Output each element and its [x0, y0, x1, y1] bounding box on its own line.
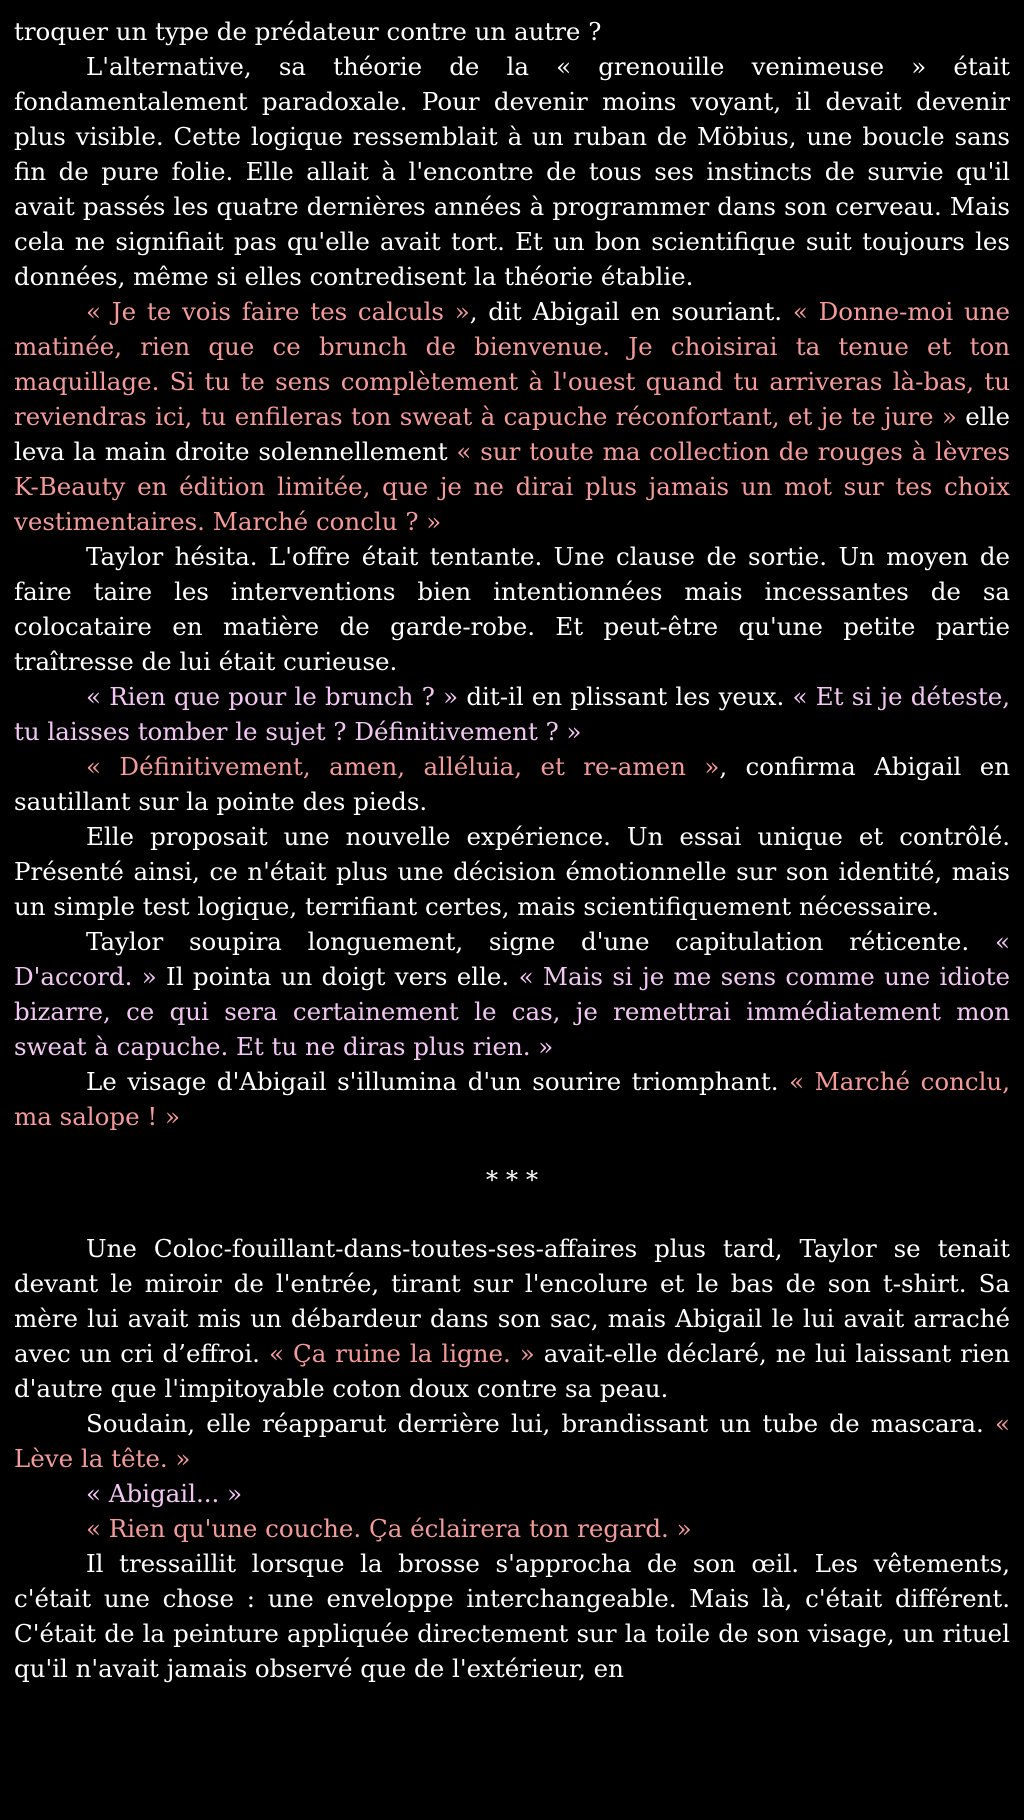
story-paragraph: [14, 679, 1010, 749]
story-paragraph: [14, 14, 1010, 49]
narration-text: , confirma Abigail en sautillant sur la pointe des pieds.: [14, 752, 1010, 816]
narration-text: L'alternative, sa théorie de la « grenouille venimeuse » était fondamentalement paradoxale. Pour devenir moins voyant, il devait devenir plus visible. Cette logique ressemblait à un ruban de Möbius, une boucle sans fin de pure folie. Elle allait à l'encontre de tous ses instincts de survie qu'il avait passés les quatre dernières années à programmer dans son cerveau. Mais cela ne signifiait pas qu'elle avait tort. Et un bon scientifique suit toujours les données, même si elles contredisent la théorie établie.: [14, 52, 1010, 291]
narration-text: Elle proposait une nouvelle expérience. Un essai unique et contrôlé. Présenté ainsi, ce n'était plus une décision émotionnelle sur son identité, mais un simple test logique, terrifiant certes, mais scientifiquement nécessaire.: [14, 822, 1010, 921]
story-paragraph: [14, 1231, 1010, 1406]
dialogue-abigail: « Marché conclu, ma salope ! »: [14, 1067, 1010, 1131]
narration-text: Il tressaillit lorsque la brosse s'approcha de son œil. Les vêtements, c'était une chose : une enveloppe interchangeable. Mais là, c'était différent. C'était de la peinture appliquée directement sur la toile de son visage, un rituel qu'il n'avait jamais observé que de l'extérieur, en: [14, 1549, 1010, 1683]
story-paragraph: [14, 1406, 1010, 1476]
story-paragraph: [14, 749, 1010, 819]
narration-text: avait-elle déclaré, ne lui laissant rien d'autre que l'impitoyable coton doux contre sa peau.: [14, 1339, 1010, 1403]
story-paragraph: [14, 294, 1010, 539]
narration-text: Le visage d'Abigail s'illumina d'un sourire triomphant.: [86, 1067, 790, 1096]
story-paragraph: [14, 1511, 1010, 1546]
story-paragraph: [14, 1476, 1010, 1511]
story-paragraph: [14, 49, 1010, 294]
dialogue-abigail: « Rien qu'une couche. Ça éclairera ton regard. »: [86, 1514, 692, 1543]
dialogue-abigail: « Donne-moi une matinée, rien que ce brunch de bienvenue. Je choisirai ta tenue et ton maquillage. Si tu te sens complètement à l'ouest quand tu arriveras là-bas, tu reviendras ici, tu enfileras ton sweat à capuche réconfortant, et je te jure »: [14, 297, 1011, 431]
narration-text: , dit Abigail en souriant.: [469, 297, 793, 326]
narration-text: elle leva la main droite solennellement: [14, 402, 1010, 466]
dialogue-abigail: « Lève la tête. »: [14, 1409, 1010, 1473]
dialogue-taylor: « D'accord. »: [14, 927, 1010, 991]
narration-text: dit-il en plissant les yeux.: [458, 682, 793, 711]
narration-text: Soudain, elle réapparut derrière lui, brandissant un tube de mascara.: [86, 1409, 995, 1438]
dialogue-abigail: « Je te vois faire tes calculs »: [86, 297, 470, 326]
story-paragraph: [14, 819, 1010, 924]
narration-text: Taylor soupira longuement, signe d'une capitulation réticente.: [86, 927, 995, 956]
dialogue-taylor: « Et si je déteste, tu laisses tomber le sujet ? Définitivement ? »: [14, 682, 1010, 746]
narration-text: * * *: [485, 1165, 539, 1194]
dialogue-abigail: « Ça ruine la ligne. »: [268, 1339, 535, 1368]
dialogue-taylor: « Mais si je me sens comme une idiote bizarre, ce qui sera certainement le cas, je remettrai immédiatement mon sweat à capuche. Et tu ne diras plus rien. »: [14, 962, 1011, 1061]
story-paragraph: [14, 1064, 1010, 1134]
dialogue-abigail: « Définitivement, amen, alléluia, et re-amen »: [86, 752, 720, 781]
story-paragraph: [14, 1546, 1010, 1686]
narration-text: troquer un type de prédateur contre un autre ?: [14, 17, 602, 46]
story-paragraph: [14, 539, 1010, 679]
dialogue-taylor: « Rien que pour le brunch ? »: [86, 682, 459, 711]
story-paragraph: [14, 924, 1010, 1064]
dialogue-taylor: « Abigail... »: [86, 1479, 243, 1508]
narration-text: Il pointa un doigt vers elle.: [156, 962, 519, 991]
dialogue-abigail: « sur toute ma collection de rouges à lèvres K-Beauty en édition limitée, que je ne dirai plus jamais un mot sur tes choix vestimentaires. Marché conclu ? »: [14, 437, 1010, 536]
narration-text: Taylor hésita. L'offre était tentante. Une clause de sortie. Un moyen de faire taire les interventions bien intentionnées mais incessantes de sa colocataire en matière de garde-robe. Et peut-être qu'une petite partie traîtresse de lui était curieuse.: [14, 542, 1010, 676]
scene-separator: [14, 1162, 1010, 1197]
narration-text: Une Coloc-fouillant-dans-toutes-ses-affaires plus tard, Taylor se tenait devant le miroir de l'entrée, tirant sur l'encolure et le bas de son t-shirt. Sa mère lui avait mis un débardeur dans son sac, mais Abigail le lui avait arraché avec un cri d’effroi.: [14, 1234, 1010, 1368]
